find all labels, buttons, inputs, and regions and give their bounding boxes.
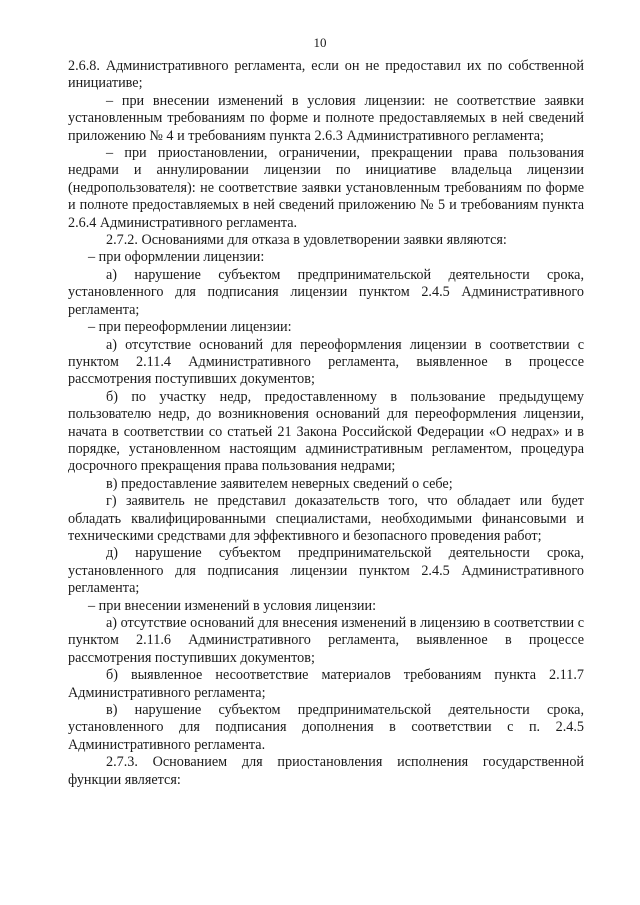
paragraph: 2.7.2. Основаниями для отказа в удовлетворении заявки являются: [106,232,507,249]
paragraph: 2.7.3. Основанием для приостановления исполнения государственной функции является: [68,754,584,788]
paragraph: в) предоставление заявителем неверных сведений о себе; [106,475,453,492]
paragraph: б) выявленное несоответствие материалов требованиям пункта 2.11.7 Административного регламента; [68,667,584,701]
paragraph: 2.6.8. Административного регламента, если он не предоставил их по собственной инициативе; [68,58,584,92]
paragraph: – при приостановлении, ограничении, прекращении права пользования недрами и аннулировании лицензии по инициативе владельца лицензии (недропользователя): не соответствие заявки установленным требованиям по форме и полноте предоставляемых в ней сведений приложению № 5 и требованиям пункта 2.6.4 Административного регламента. [68,145,584,231]
paragraph: в) нарушение субъектом предпринимательской деятельности срока, установленного для подписания дополнения в соответствии с п. 2.4.5 Административного регламента. [68,702,584,753]
paragraph: – при внесении изменений в условия лицензии: [88,597,377,614]
paragraph: б) по участку недр, предоставленному в пользование предыдущему пользователю недр, до возникновения оснований для переоформления лицензии, начата в соответствии со статьей 21 Закона Российской Федерации «О недрах» и в порядке, установленном настоящим административным регламентом, процедура досрочного прекращения права пользования недрами; [68,388,584,475]
paragraph: а) отсутствие оснований для переоформления лицензии в соответствии с пунктом 2.11.4 Административного регламента, выявленное в процессе рассмотрения поступивших документов; [68,336,584,388]
paragraph: – при оформлении лицензии: [88,249,265,266]
paragraph: а) отсутствие оснований для внесения изменений в лицензию в соответствии с пунктом 2.11.6 Административного регламента, выявленное в процессе рассмотрения поступивших документов; [68,615,584,666]
paragraph: – при внесении изменений в условия лицензии: не соответствие заявки установленным требованиям по форме и полноте предоставляемых в ней сведений приложению № 4 и требованиям пункта 2.6.3 Административного регламента; [68,92,584,144]
paragraph: – при переоформлении лицензии: [88,319,292,336]
document-body [68,58,584,789]
paragraph: г) заявитель не представил доказательств того, что обладает или будет обладать квалифицированными специалистами, необходимыми финансовыми и техническими средствами для эффективного и безопасного проведения работ; [68,493,584,544]
paragraph: д) нарушение субъектом предпринимательской деятельности срока, установленного для подписания лицензии пунктом 2.4.5 Административного регламента; [68,545,584,597]
paragraph: а) нарушение субъектом предпринимательской деятельности срока, установленного для подписания лицензии пунктом 2.4.5 Административного регламента; [68,266,584,318]
page-number: 10 [313,35,327,50]
